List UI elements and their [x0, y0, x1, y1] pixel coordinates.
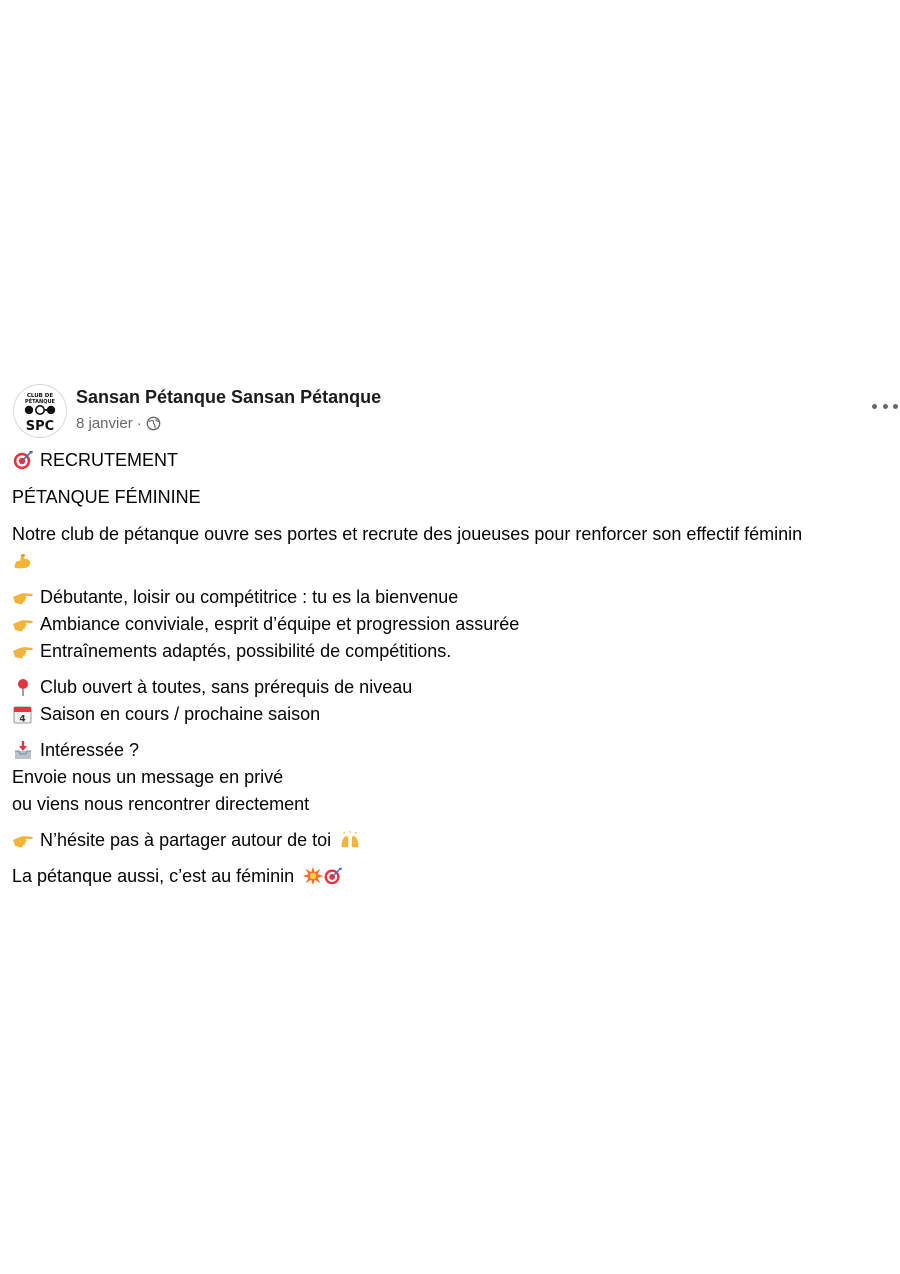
pointing-hand-emoji	[12, 587, 34, 607]
post-header	[0, 378, 900, 444]
pointing-hand-emoji	[12, 830, 34, 850]
flexed-biceps-emoji	[12, 551, 34, 571]
contact-line-1: Envoie nous un message en privé	[12, 767, 284, 787]
globe-icon	[146, 416, 161, 431]
pointing-hand-emoji	[12, 641, 34, 661]
season-line	[12, 701, 888, 728]
svg-text:PÉTANQUE: PÉTANQUE	[25, 399, 55, 405]
club-text: Club ouvert à toutes, sans prérequis de niveau	[40, 677, 413, 697]
avatar[interactable]	[13, 384, 67, 438]
season-text: Saison en cours / prochaine saison	[40, 704, 321, 724]
post-date[interactable]: 8 janvier	[76, 415, 133, 432]
svg-text:CLUB DE: CLUB DE	[26, 393, 54, 399]
interested-text: Intéressée ?	[40, 740, 140, 760]
raising-hands-emoji	[340, 830, 360, 850]
club-line	[12, 674, 888, 701]
more-options-button[interactable]	[872, 396, 898, 416]
direct-hit-emoji	[323, 866, 343, 886]
svg-text:4: 4	[19, 714, 26, 724]
closing-line	[12, 863, 888, 890]
facebook-post	[0, 378, 900, 890]
more-options-dot	[893, 404, 898, 409]
subtitle-line: PÉTANQUE FÉMININE	[12, 487, 201, 507]
bullet-text-3: Entraînements adaptés, possibilité de compétitions.	[40, 641, 452, 661]
bullet-text-1: Débutante, loisir ou compétitrice : tu es la bienvenue	[40, 587, 459, 607]
post-title: RECRUTEMENT	[40, 450, 178, 470]
more-options-dot	[883, 404, 888, 409]
bullet-line-2	[12, 611, 888, 638]
collision-emoji	[303, 866, 323, 886]
meta-separator: ·	[136, 415, 142, 432]
title-line	[12, 447, 888, 474]
post-body	[0, 447, 900, 890]
post-meta	[76, 415, 161, 432]
bullet-text-2: Ambiance conviviale, esprit d’équipe et progression assurée	[40, 614, 520, 634]
intro-text: Notre club de pétanque ouvre ses portes et recrute des joueuses pour renforcer son effectif féminin	[12, 524, 803, 544]
calendar-emoji	[12, 704, 34, 724]
bullet-line-3	[12, 638, 888, 665]
author-name[interactable]: Sansan Pétanque Sansan Pétanque	[76, 387, 382, 407]
share-text: N’hésite pas à partager autour de toi	[40, 830, 332, 850]
interested-line	[12, 737, 888, 764]
svg-text:SPC: SPC	[25, 419, 55, 434]
direct-hit-emoji	[12, 450, 34, 470]
club-logo-icon	[14, 385, 66, 437]
bullet-line-1	[12, 584, 888, 611]
share-line	[12, 827, 888, 854]
intro-line	[12, 521, 888, 575]
closing-text: La pétanque aussi, c’est au féminin	[12, 866, 295, 886]
contact-line-2: ou viens nous rencontrer directement	[12, 794, 310, 814]
pushpin-emoji	[12, 677, 34, 697]
pointing-hand-emoji	[12, 614, 34, 634]
more-options-icon	[872, 404, 877, 409]
inbox-tray-emoji	[12, 740, 34, 760]
